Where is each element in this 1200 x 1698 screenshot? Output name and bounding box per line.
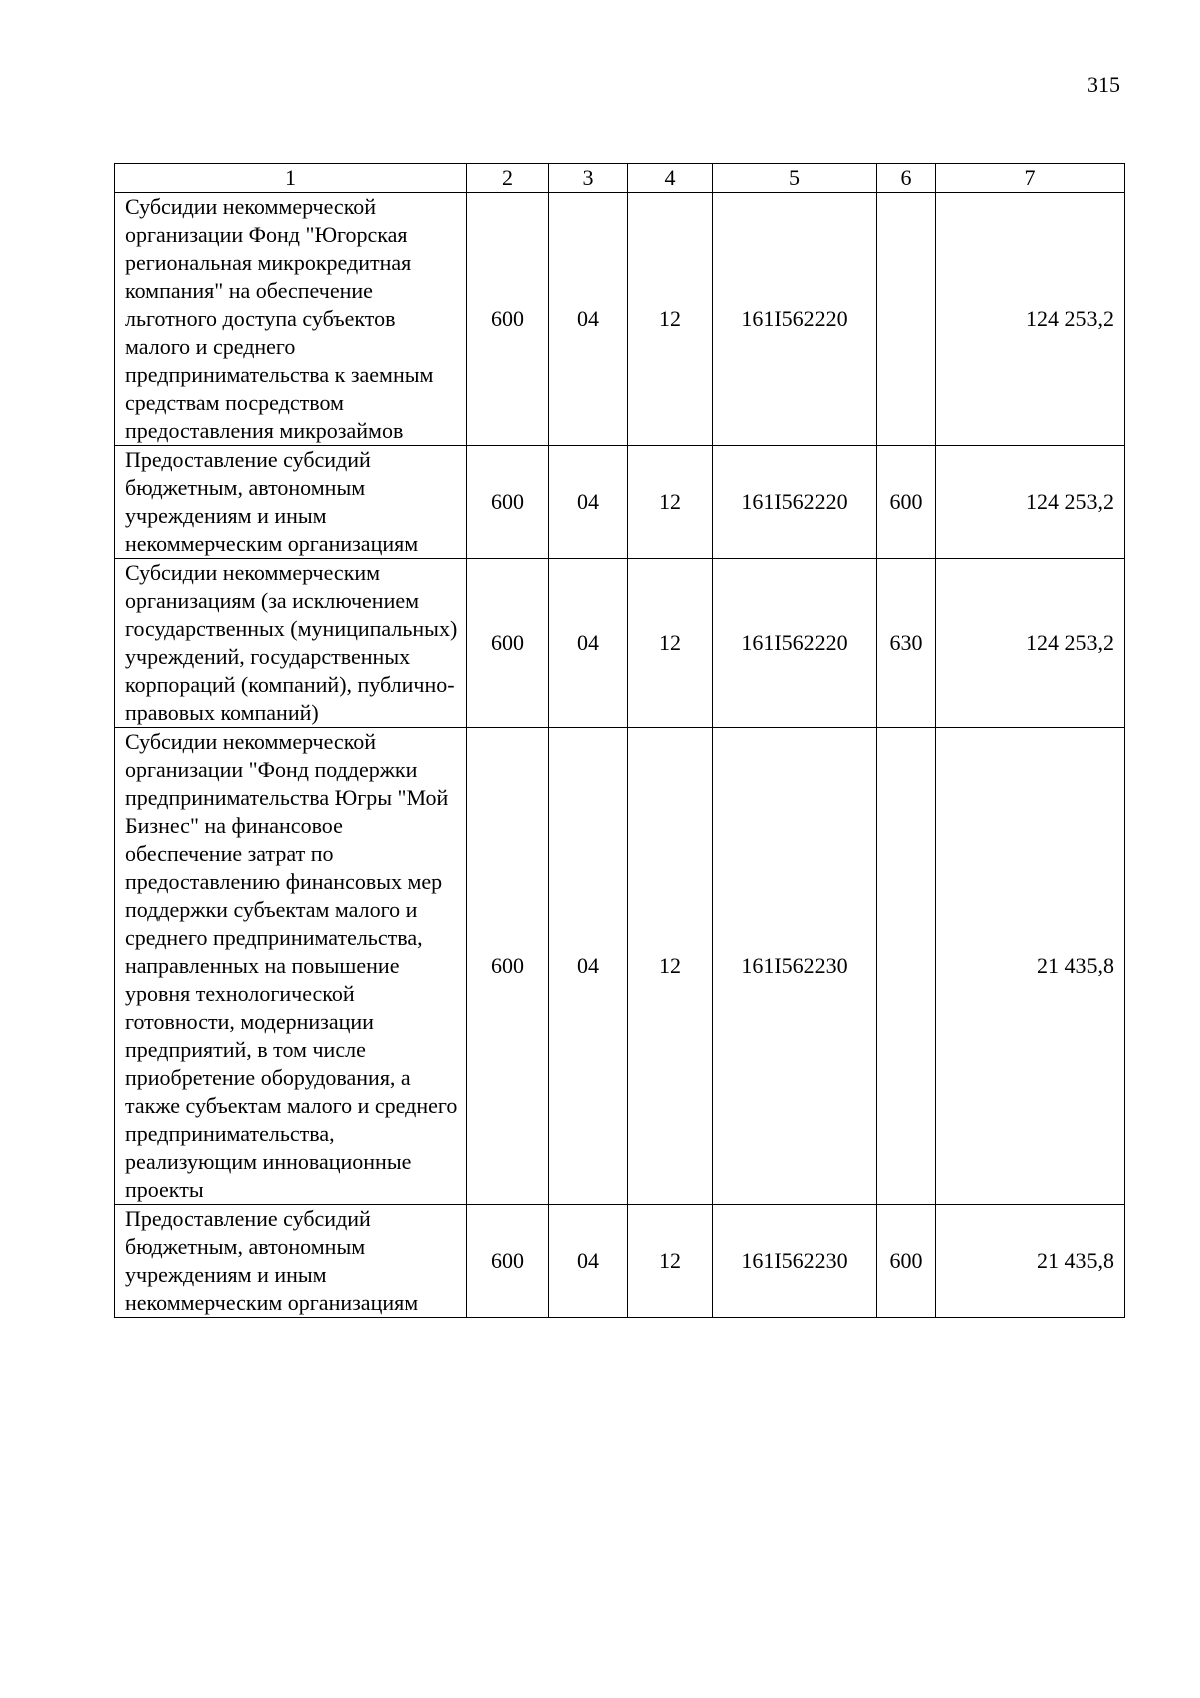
row-expense-type-code: 630	[877, 559, 936, 728]
column-header: 5	[713, 164, 877, 193]
row-subsection-code: 12	[628, 1205, 713, 1318]
row-amount: 124 253,2	[936, 193, 1125, 446]
column-header: 1	[115, 164, 467, 193]
column-header: 4	[628, 164, 713, 193]
row-target-article-code: 161I562230	[713, 1205, 877, 1318]
row-name: Предоставление субсидий бюджетным, автономным учреждениям и иным некоммерческим организациям	[115, 1205, 467, 1318]
row-target-article-code: 161I562220	[713, 193, 877, 446]
row-section-code: 04	[549, 728, 628, 1205]
row-subsection-code: 12	[628, 193, 713, 446]
row-ministry-code: 600	[467, 728, 549, 1205]
column-header: 3	[549, 164, 628, 193]
row-section-code: 04	[549, 446, 628, 559]
row-expense-type-code: 600	[877, 446, 936, 559]
table-row	[115, 728, 1125, 1205]
row-name: Субсидии некоммерческой организации "Фонд поддержки предпринимательства Югры "Мой Бизнес" на финансовое обеспечение затрат по предоставлению финансовых мер поддержки субъектам малого и среднего предпринимательства, направленных на повышение уровня технологической готовности, модернизации предприятий, в том числе приобретение оборудования, а также субъектам малого и среднего предпринимательства, реализующим инновационные проекты	[115, 728, 467, 1205]
row-amount: 124 253,2	[936, 446, 1125, 559]
row-amount: 21 435,8	[936, 728, 1125, 1205]
row-subsection-code: 12	[628, 559, 713, 728]
row-section-code: 04	[549, 559, 628, 728]
row-section-code: 04	[549, 193, 628, 446]
page-number: 315	[1087, 72, 1120, 97]
row-subsection-code: 12	[628, 728, 713, 1205]
budget-table	[114, 163, 1125, 1318]
row-amount: 21 435,8	[936, 1205, 1125, 1318]
row-expense-type-code: 600	[877, 1205, 936, 1318]
row-expense-type-code	[877, 193, 936, 446]
row-name: Субсидии некоммерческим организациям (за исключением государственных (муниципальных) учреждений, государственных корпораций (компаний), публично-правовых компаний)	[115, 559, 467, 728]
row-target-article-code: 161I562220	[713, 559, 877, 728]
column-header: 6	[877, 164, 936, 193]
row-name: Предоставление субсидий бюджетным, автономным учреждениям и иным некоммерческим организациям	[115, 446, 467, 559]
row-name: Субсидии некоммерческой организации Фонд "Югорская региональная микрокредитная компания" на обеспечение льготного доступа субъектов малого и среднего предпринимательства к заемным средствам посредством предоставления микрозаймов	[115, 193, 467, 446]
table-row	[115, 446, 1125, 559]
column-header: 2	[467, 164, 549, 193]
table-row	[115, 193, 1125, 446]
row-subsection-code: 12	[628, 446, 713, 559]
row-target-article-code: 161I562230	[713, 728, 877, 1205]
row-target-article-code: 161I562220	[713, 446, 877, 559]
row-ministry-code: 600	[467, 193, 549, 446]
table-row	[115, 559, 1125, 728]
table-row	[115, 1205, 1125, 1318]
row-amount: 124 253,2	[936, 559, 1125, 728]
row-ministry-code: 600	[467, 1205, 549, 1318]
row-ministry-code: 600	[467, 446, 549, 559]
row-expense-type-code	[877, 728, 936, 1205]
column-header: 7	[936, 164, 1125, 193]
row-section-code: 04	[549, 1205, 628, 1318]
table-header-row	[115, 164, 1125, 193]
row-ministry-code: 600	[467, 559, 549, 728]
